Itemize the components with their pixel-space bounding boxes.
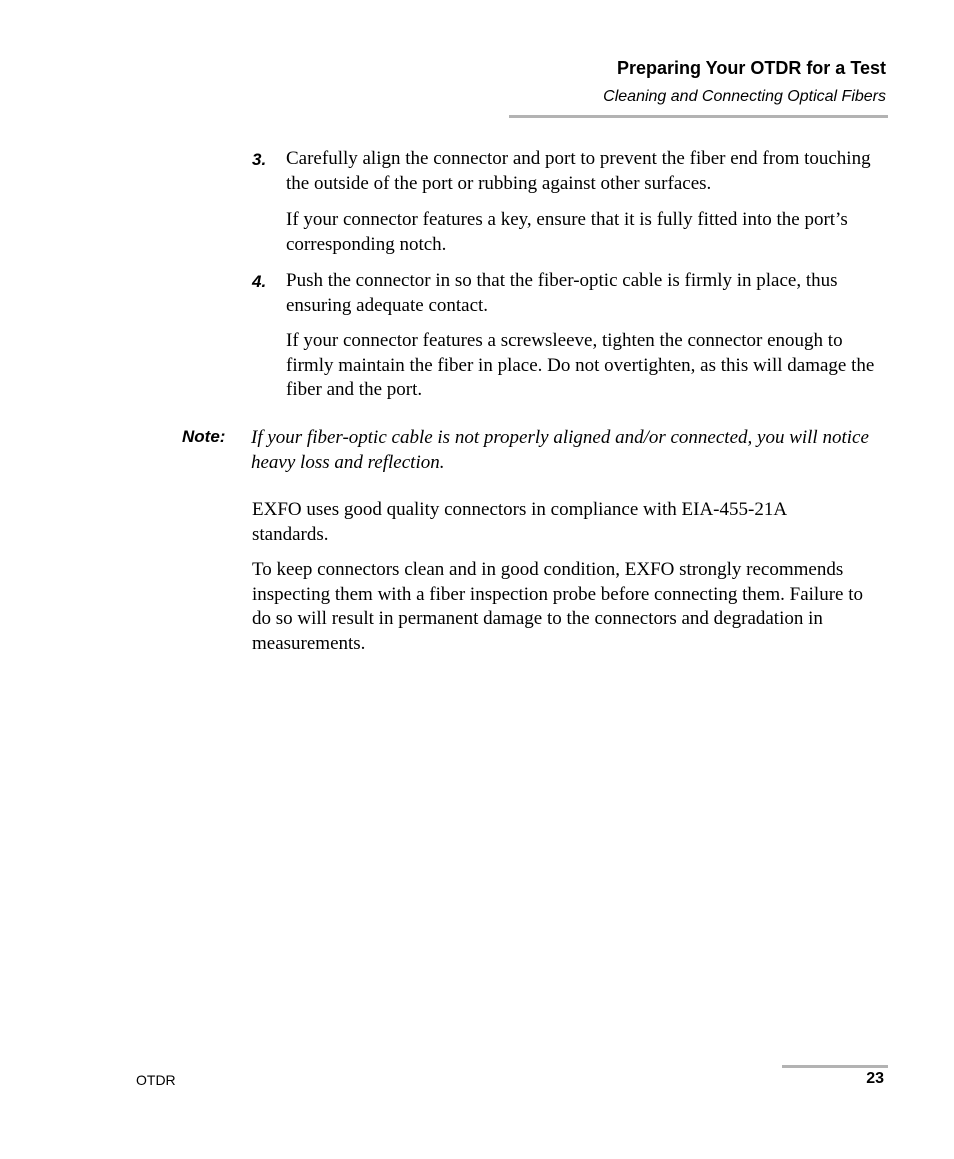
step-detail-text: If your connector features a screwsleeve, tighten the connector enough to firmly maintain the fiber in place. Do not overtighten, as this will damage the fiber and the port. <box>286 330 875 400</box>
body-paragraph-2: To keep connectors clean and in good condition, EXFO strongly recommends inspecting them with a fiber inspection probe before connecting them. Failure to do so will result in permanent damage to the connectors and degradation in measurements. <box>252 559 863 654</box>
step-text: Push the connector in so that the fiber-optic cable is firmly in place, thus ensuring adequate contact. <box>286 270 838 316</box>
body-paragraph-1: EXFO uses good quality connectors in compliance with EIA-455-21A standards. <box>252 499 787 545</box>
page-number: 23 <box>866 1070 884 1087</box>
header-divider <box>509 115 888 118</box>
step-text: Carefully align the connector and port to prevent the fiber end from touching the outside of the port or rubbing against other surfaces. <box>286 148 871 194</box>
step-4 <box>252 269 888 318</box>
note-text: If your fiber-optic cable is not properly aligned and/or connected, you will notice heavy loss and reflection. <box>251 427 869 473</box>
step-4-detail <box>252 329 888 403</box>
step-3 <box>252 147 888 196</box>
step-detail-text: If your connector features a key, ensure that it is fully fitted into the port’s corresponding notch. <box>286 209 848 255</box>
footer-divider <box>782 1065 888 1068</box>
note-label: Note: <box>182 427 226 446</box>
step-number: 3. <box>252 150 267 169</box>
step-number: 4. <box>252 272 267 291</box>
page-header-subtitle: Cleaning and Connecting Optical Fibers <box>603 88 886 105</box>
step-3-detail <box>252 208 888 257</box>
footer-product-name: OTDR <box>136 1072 176 1088</box>
page-header-title: Preparing Your OTDR for a Test <box>616 58 886 78</box>
